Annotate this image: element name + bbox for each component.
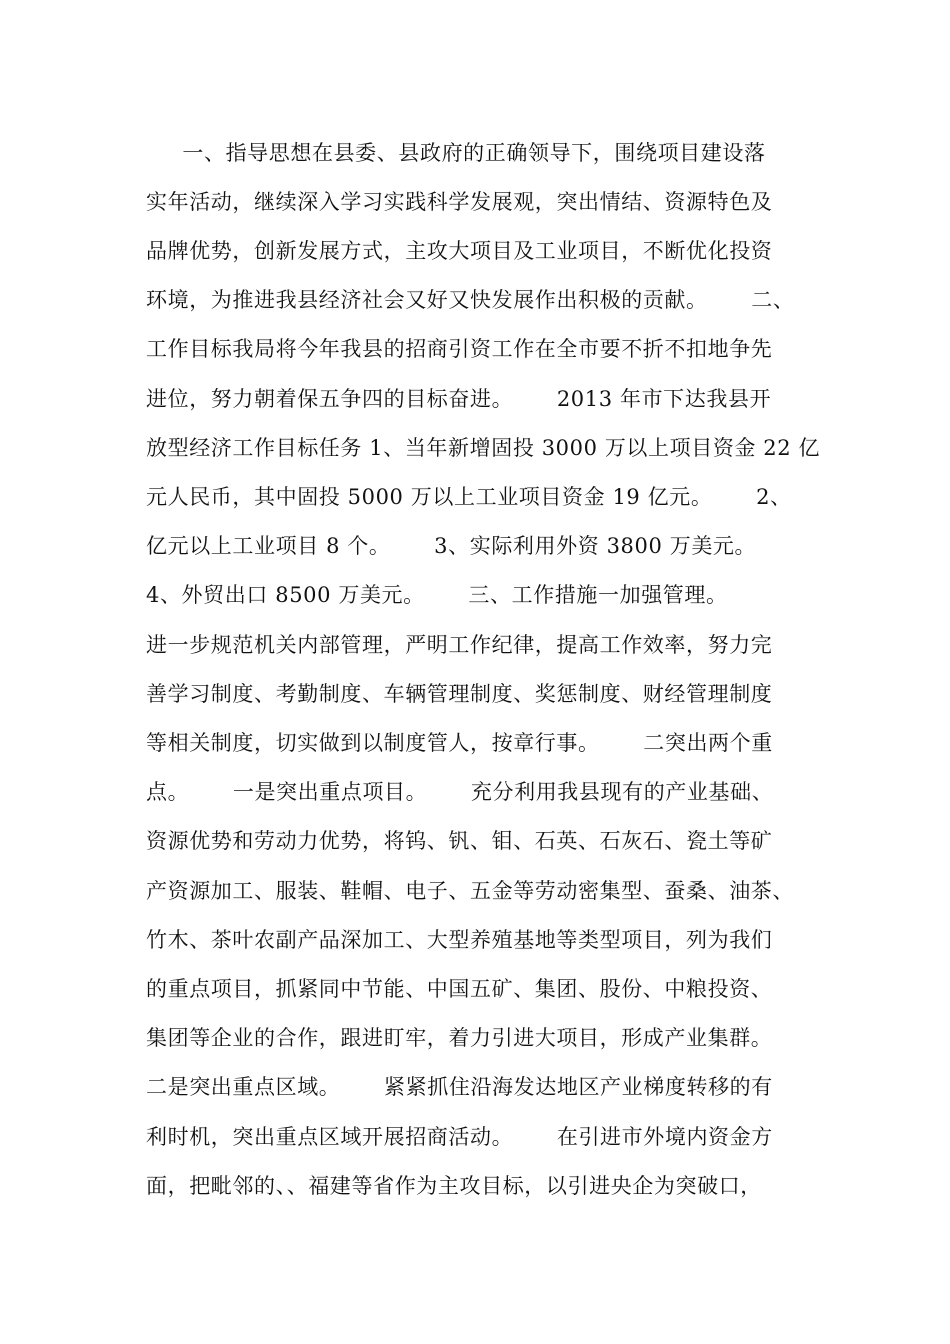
text-line: 面，把毗邻的、、福建等省作为主攻目标，以引进央企为突破口， [146,1174,762,1198]
text-line: 二是突出重点区域。 紧紧抓住沿海发达地区产业梯度转移的有 [146,1075,773,1099]
text-line: 环境，为推进我县经济社会又好又快发展作出积极的贡献。 二、 [146,288,795,312]
text-line: 产资源加工、服装、鞋帽、电子、五金等劳动密集型、蚕桑、油茶、 [146,879,794,903]
text-line: 亿元以上工业项目 8 个。 3、实际利用外资 3800 万美元。 [146,534,757,558]
text-line: 一、指导思想在县委、县政府的正确领导下，围绕项目建设落 [146,141,766,165]
text-line: 利时机，突出重点区域开展招商活动。 在引进市外境内资金方 [146,1125,773,1149]
text-line: 实年活动，继续深入学习实践科学发展观，突出情结、资源特色及 [146,190,773,214]
text-line: 品牌优势，创新发展方式，主攻大项目及工业项目，不断优化投资 [146,239,773,263]
text-line: 的重点项目，抓紧同中节能、中国五矿、集团、股份、中粮投资、 [146,977,773,1001]
text-line: 放型经济工作目标任务 1、当年新增固投 3000 万以上项目资金 22 亿 [146,436,821,460]
text-line: 4、外贸出口 8500 万美元。 三、工作措施一加强管理。 [146,583,728,607]
text-line: 点。 一是突出重点项目。 充分利用我县现有的产业基础、 [146,780,774,804]
text-line: 竹木、茶叶农副产品深加工、大型养殖基地等类型项目，列为我们 [146,928,773,952]
text-line: 工作目标我局将今年我县的招商引资工作在全市要不折不扣地争先 [146,337,773,361]
text-line: 善学习制度、考勤制度、车辆管理制度、奖惩制度、财经管理制度 [146,682,773,706]
text-line: 集团等企业的合作，跟进盯牢，着力引进大项目，形成产业集群。 [146,1026,773,1050]
text-line: 等相关制度，切实做到以制度管人，按章行事。 二突出两个重 [146,731,773,755]
text-line: 资源优势和劳动力优势，将钨、钒、钼、石英、石灰石、瓷土等矿 [146,829,773,853]
text-line: 元人民币，其中固投 5000 万以上工业项目资金 19 亿元。 2、 [146,485,792,509]
text-line: 进位，努力朝着保五争四的目标奋进。 2013 年市下达我县开 [146,387,772,411]
text-line: 进一步规范机关内部管理，严明工作纪律，提高工作效率，努力完 [146,633,773,657]
